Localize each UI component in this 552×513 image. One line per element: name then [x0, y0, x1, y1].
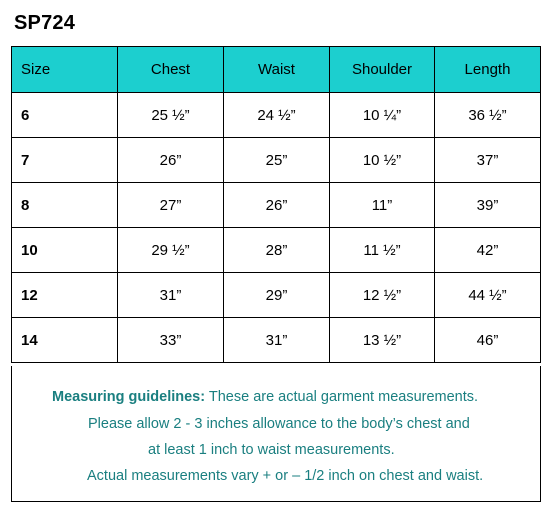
guidelines-line-4: Actual measurements vary + or – 1/2 inch on chest and waist. — [87, 468, 484, 484]
guidelines-line-3: at least 1 inch to waist measurements. — [148, 442, 395, 458]
header-length: Length — [435, 47, 541, 93]
chest-cell: 29 ½” — [118, 228, 224, 273]
table-row — [12, 183, 541, 228]
guidelines-line-2: Please allow 2 - 3 inches allowance to the body’s chest and — [88, 416, 470, 432]
chest-cell: 27” — [118, 183, 224, 228]
guidelines-line-1 — [52, 389, 478, 405]
size-cell: 14 — [12, 318, 118, 363]
length-cell: 39” — [435, 183, 541, 228]
length-cell: 42” — [435, 228, 541, 273]
size-chart-table — [11, 46, 541, 363]
table-header-row — [12, 47, 541, 93]
length-cell: 36 ½” — [435, 93, 541, 138]
table-row — [12, 228, 541, 273]
header-waist: Waist — [224, 47, 330, 93]
size-cell: 8 — [12, 183, 118, 228]
chest-cell: 26” — [118, 138, 224, 183]
chest-cell: 31” — [118, 273, 224, 318]
size-cell: 6 — [12, 93, 118, 138]
header-shoulder: Shoulder — [330, 47, 435, 93]
waist-cell: 25” — [224, 138, 330, 183]
length-cell: 46” — [435, 318, 541, 363]
table-row — [12, 138, 541, 183]
header-size: Size — [12, 47, 118, 93]
shoulder-cell: 11 ½” — [330, 228, 435, 273]
header-chest: Chest — [118, 47, 224, 93]
table-row — [12, 273, 541, 318]
guidelines-text: These are actual garment measurements. — [205, 389, 479, 405]
waist-cell: 28” — [224, 228, 330, 273]
chest-cell: 25 ½” — [118, 93, 224, 138]
size-cell: 10 — [12, 228, 118, 273]
size-cell: 7 — [12, 138, 118, 183]
length-cell: 44 ½” — [435, 273, 541, 318]
measuring-guidelines-box — [11, 366, 541, 502]
chest-cell: 33” — [118, 318, 224, 363]
waist-cell: 24 ½” — [224, 93, 330, 138]
guidelines-label: Measuring guidelines: — [52, 389, 206, 405]
waist-cell: 29” — [224, 273, 330, 318]
table-row — [12, 93, 541, 138]
waist-cell: 26” — [224, 183, 330, 228]
shoulder-cell: 13 ½” — [330, 318, 435, 363]
shoulder-cell: 10 ¼” — [330, 93, 435, 138]
length-cell: 37” — [435, 138, 541, 183]
chart-title: SP724 — [14, 12, 76, 34]
shoulder-cell: 12 ½” — [330, 273, 435, 318]
waist-cell: 31” — [224, 318, 330, 363]
shoulder-cell: 11” — [330, 183, 435, 228]
shoulder-cell: 10 ½” — [330, 138, 435, 183]
size-cell: 12 — [12, 273, 118, 318]
table-row — [12, 318, 541, 363]
